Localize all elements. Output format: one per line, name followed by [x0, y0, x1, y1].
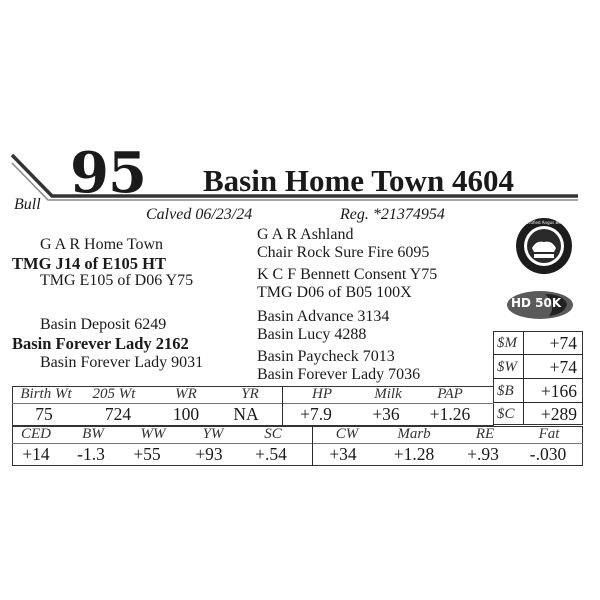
dollar-value-m: +74 [549, 333, 577, 353]
dollar-label-m: $M [497, 335, 517, 351]
header-hp: HP [312, 386, 332, 402]
value-cw: +34 [329, 444, 357, 464]
dollar-label-b: $B [497, 383, 514, 399]
pedigree-dam-dam: Basin Forever Lady 9031 [40, 354, 204, 371]
pedigree-ds-dam: Basin Lucy 4288 [257, 326, 367, 343]
value-wr: 100 [172, 404, 200, 424]
header-milk: Milk [374, 386, 402, 402]
value-hp: +7.9 [300, 404, 332, 424]
hd50k-badge [505, 290, 575, 320]
value-ww: +55 [133, 444, 161, 464]
header-ww: WW [140, 426, 166, 442]
seal-text: Certified Angus Beef [523, 220, 565, 225]
value-205-wt: 724 [104, 404, 132, 424]
value-milk: +36 [372, 404, 400, 424]
header-marb: Marb [397, 426, 431, 442]
header-fat: Fat [538, 426, 560, 442]
value-birth-wt: 75 [35, 404, 53, 424]
value-marb: +1.28 [393, 444, 435, 464]
value-yr: NA [233, 404, 259, 424]
pedigree-dd-sire: Basin Paycheck 7013 [257, 348, 395, 365]
pedigree-sire-dam: TMG E105 of D06 Y75 [40, 272, 194, 289]
dollar-value-c: +289 [540, 404, 577, 424]
pedigree-dam-sire: Basin Deposit 6249 [40, 316, 167, 333]
pedigree-sire: TMG J14 of E105 HT [12, 254, 167, 273]
certified-seal-icon [514, 216, 574, 276]
dollar-value-w: +74 [549, 357, 577, 377]
header-pap: PAP [437, 386, 463, 402]
pedigree-sire-sire: G A R Home Town [40, 236, 164, 253]
value-sc: +.54 [255, 444, 287, 464]
header-sc: SC [264, 426, 282, 442]
header-wr: WR [175, 386, 197, 402]
pedigree-sd-sire: K C F Bennett Consent Y75 [257, 266, 438, 283]
lot-number: 95 [70, 140, 146, 206]
sex-label: Bull [14, 196, 41, 213]
header-ced: CED [21, 426, 51, 442]
pedigree-dd-dam: Basin Forever Lady 7036 [257, 366, 421, 383]
value-ced: +14 [22, 444, 50, 464]
header-cw: CW [335, 426, 359, 442]
value-re: +.93 [467, 444, 499, 464]
value-yw: +93 [195, 444, 223, 464]
pedigree-ds-sire: Basin Advance 3134 [257, 308, 390, 325]
dollar-label-w: $W [497, 359, 517, 375]
value-fat: -.030 [529, 444, 567, 464]
header-yr: YR [241, 386, 259, 402]
header-205-wt: 205 Wt [92, 386, 136, 402]
hd50k-label: HD 50K [511, 296, 562, 310]
value-pap: +1.26 [429, 404, 471, 424]
registration-number: Reg. *21374954 [340, 206, 445, 223]
pedigree-sd-dam: TMG D06 of B05 100X [257, 284, 412, 301]
header-yw: YW [202, 426, 224, 442]
header-birth-wt: Birth Wt [20, 386, 72, 402]
calved-date: Calved 06/23/24 [146, 206, 253, 223]
pedigree-ss-sire: G A R Ashland [257, 226, 354, 243]
header-bw: BW [82, 426, 104, 442]
dollar-value-b: +166 [540, 381, 577, 401]
animal-name: Basin Home Town 4604 [203, 163, 514, 198]
value-bw: -1.3 [77, 444, 105, 464]
pedigree-dam: Basin Forever Lady 2162 [12, 334, 189, 353]
dollar-label-c: $C [497, 406, 515, 422]
header-re: RE [475, 426, 495, 442]
pedigree-ss-dam: Chair Rock Sure Fire 6095 [257, 244, 430, 261]
